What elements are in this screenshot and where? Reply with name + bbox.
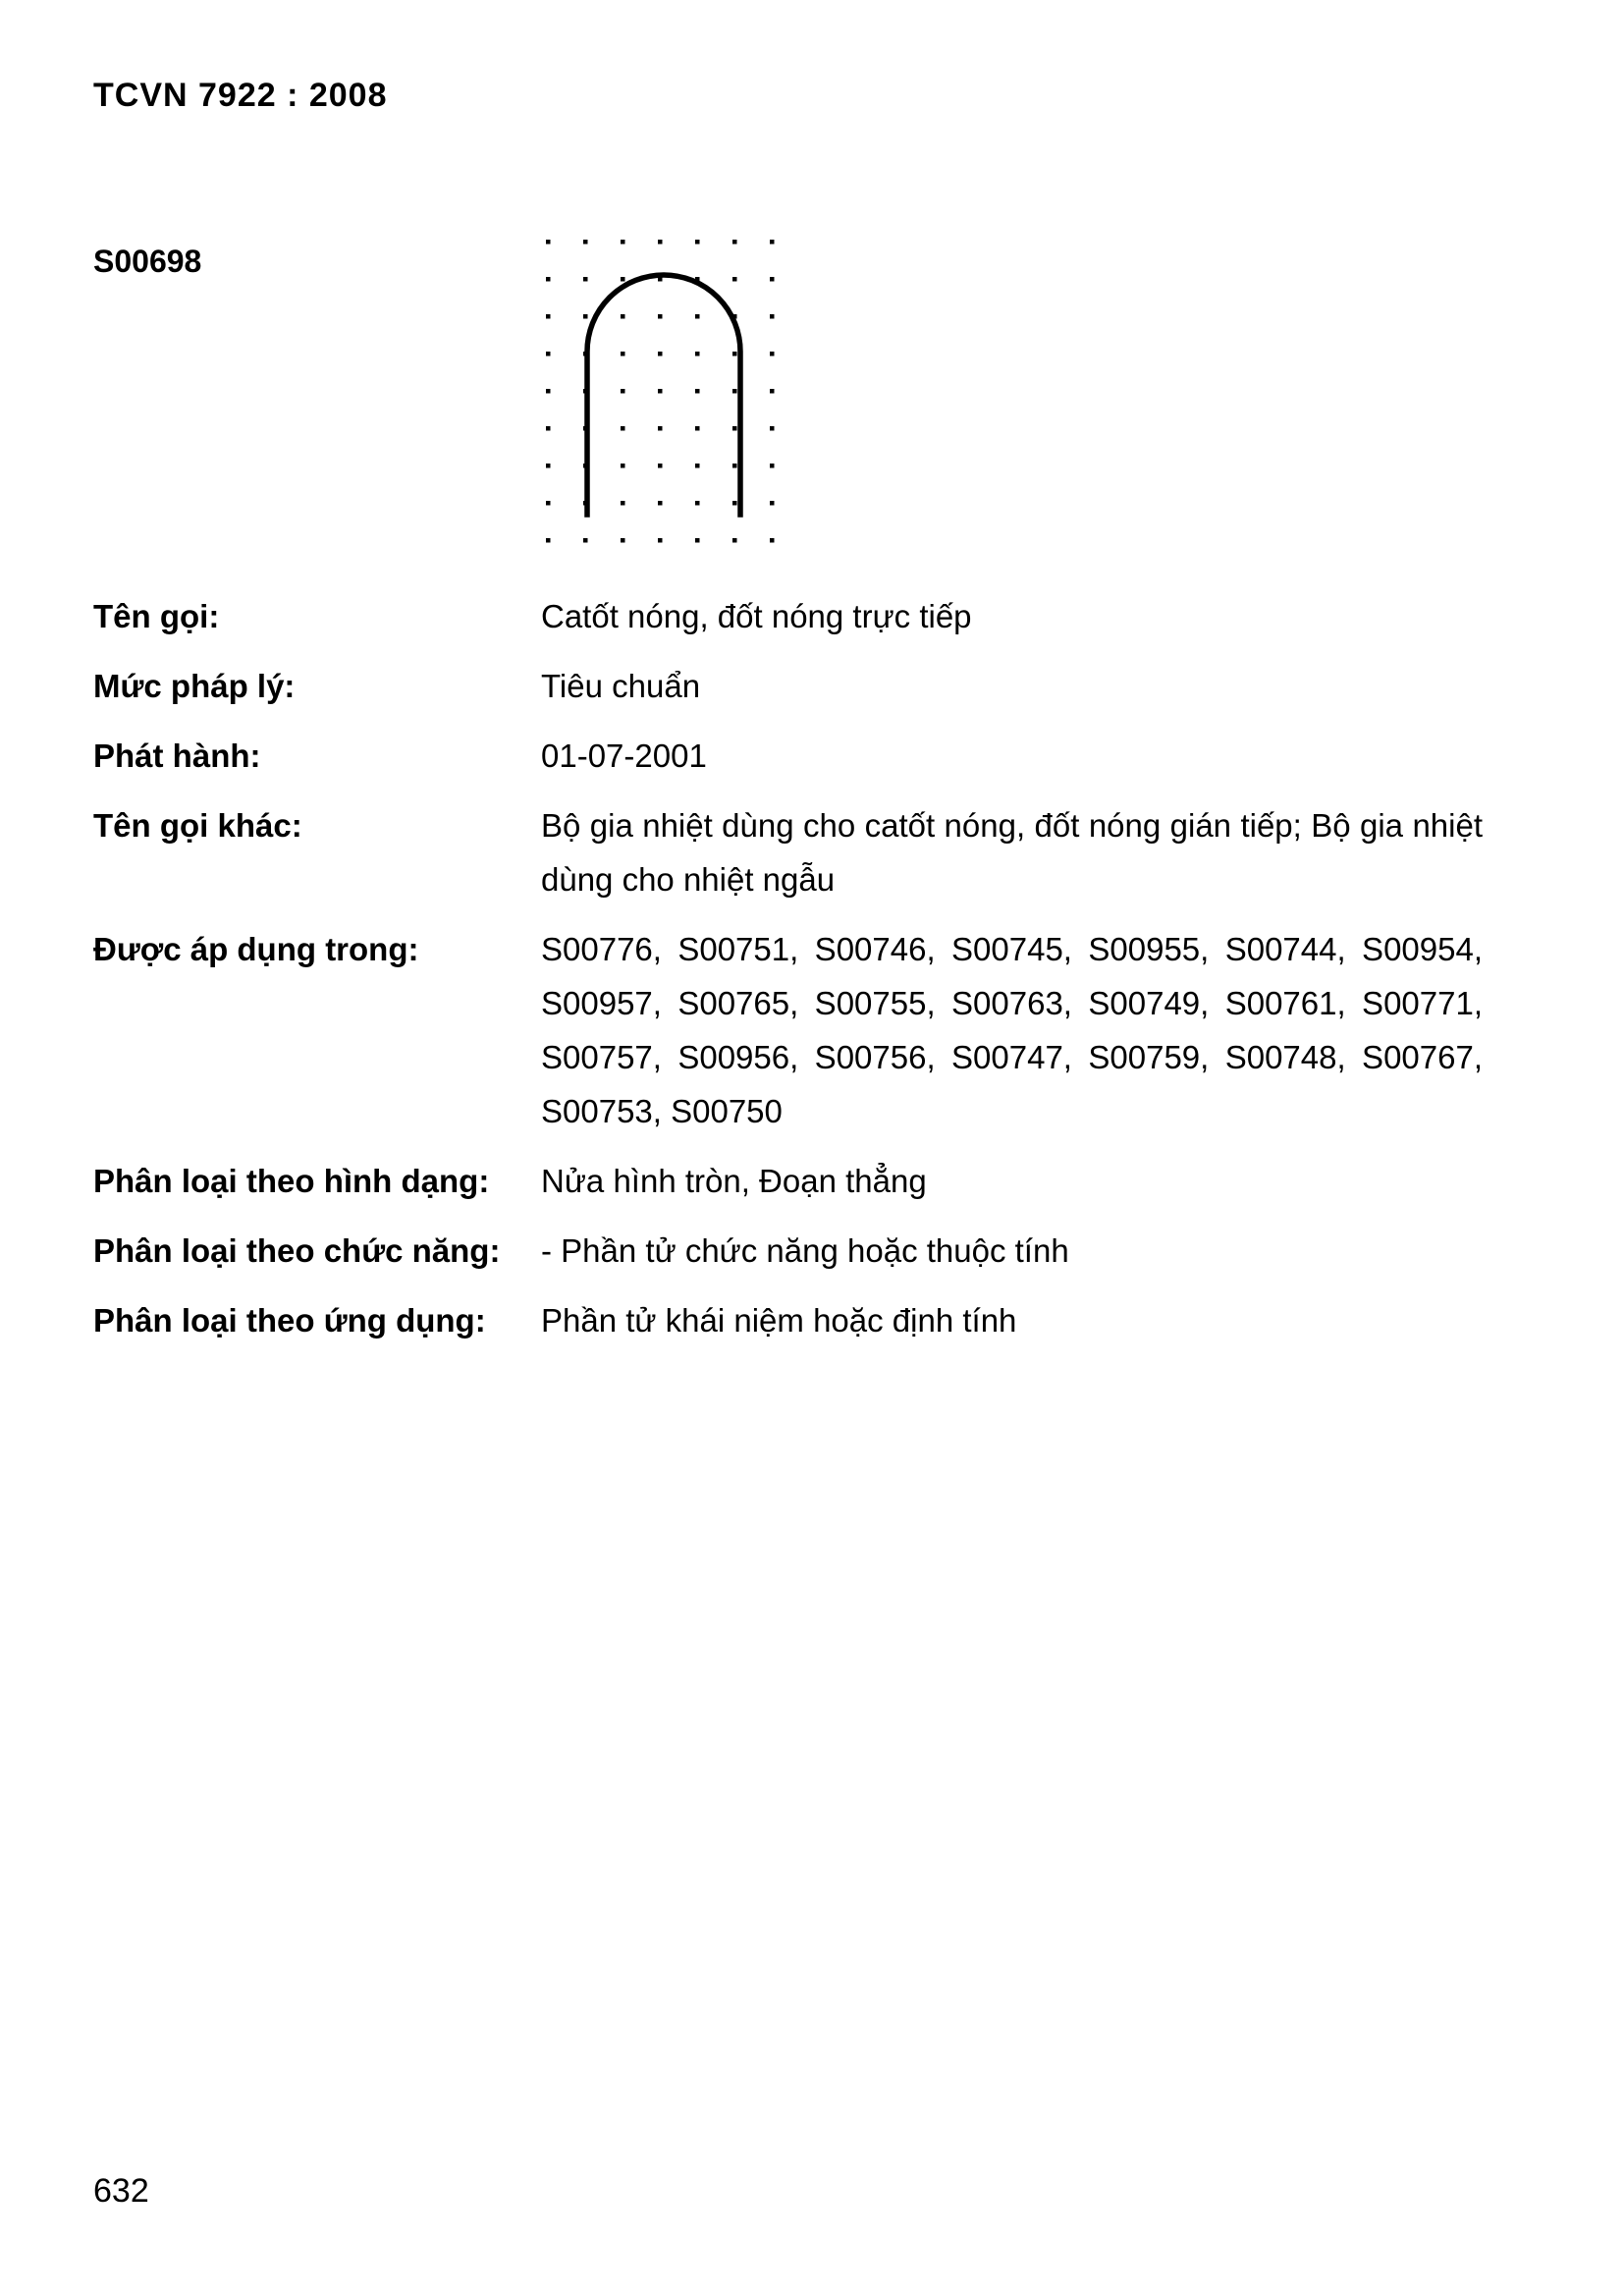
field-row-phan-loai-ung-dung [93, 1293, 1483, 1347]
field-row-phan-loai-hinh-dang [93, 1154, 1483, 1208]
field-label: Phân loại theo hình dạng: [93, 1163, 490, 1199]
field-row-phat-hanh [93, 729, 1483, 783]
arch-on-dot-grid-icon [530, 224, 795, 568]
field-label: Tên gọi khác: [93, 807, 302, 844]
field-row-duoc-ap-dung-trong [93, 922, 1483, 1138]
field-row-ten-goi [93, 589, 1483, 643]
standard-number-header: TCVN 7922 : 2008 [93, 77, 388, 114]
field-value: Tiêu chuẩn [541, 668, 701, 704]
symbol-id: S00698 [93, 244, 202, 279]
field-label: Tên gọi: [93, 598, 220, 634]
field-label: Phân loại theo chức năng: [93, 1232, 501, 1269]
field-value: Nửa hình tròn, Đoạn thẳng [541, 1163, 927, 1199]
field-value: - Phần tử chức năng hoặc thuộc tính [541, 1232, 1069, 1269]
field-label: Phân loại theo ứng dụng: [93, 1302, 486, 1339]
field-value: S00776, S00751, S00746, S00745, S00955, S00744, S00954, S00957, S00765, S00755, S00763, S00749, S00761, S00771, S00757, S00956, S00756, S00747, S00759, S00748, S00767, S00753, S00750 [541, 931, 1483, 1129]
field-row-phan-loai-chuc-nang [93, 1224, 1483, 1278]
field-label: Được áp dụng trong: [93, 931, 419, 967]
page-number: 632 [93, 2172, 149, 2210]
field-value: Phần tử khái niệm hoặc định tính [541, 1302, 1017, 1339]
field-value: Catốt nóng, đốt nóng trực tiếp [541, 598, 972, 634]
symbol-figure [530, 224, 795, 568]
field-label: Phát hành: [93, 738, 261, 774]
field-value: Bộ gia nhiệt dùng cho catốt nóng, đốt nóng gián tiếp; Bộ gia nhiệt dùng cho nhiệt ngẫu [541, 807, 1483, 898]
field-label: Mức pháp lý: [93, 668, 296, 704]
fields-table [93, 589, 1483, 1363]
field-value: 01-07-2001 [541, 738, 707, 774]
field-row-muc-phap-ly [93, 659, 1483, 713]
field-row-ten-goi-khac [93, 798, 1483, 906]
